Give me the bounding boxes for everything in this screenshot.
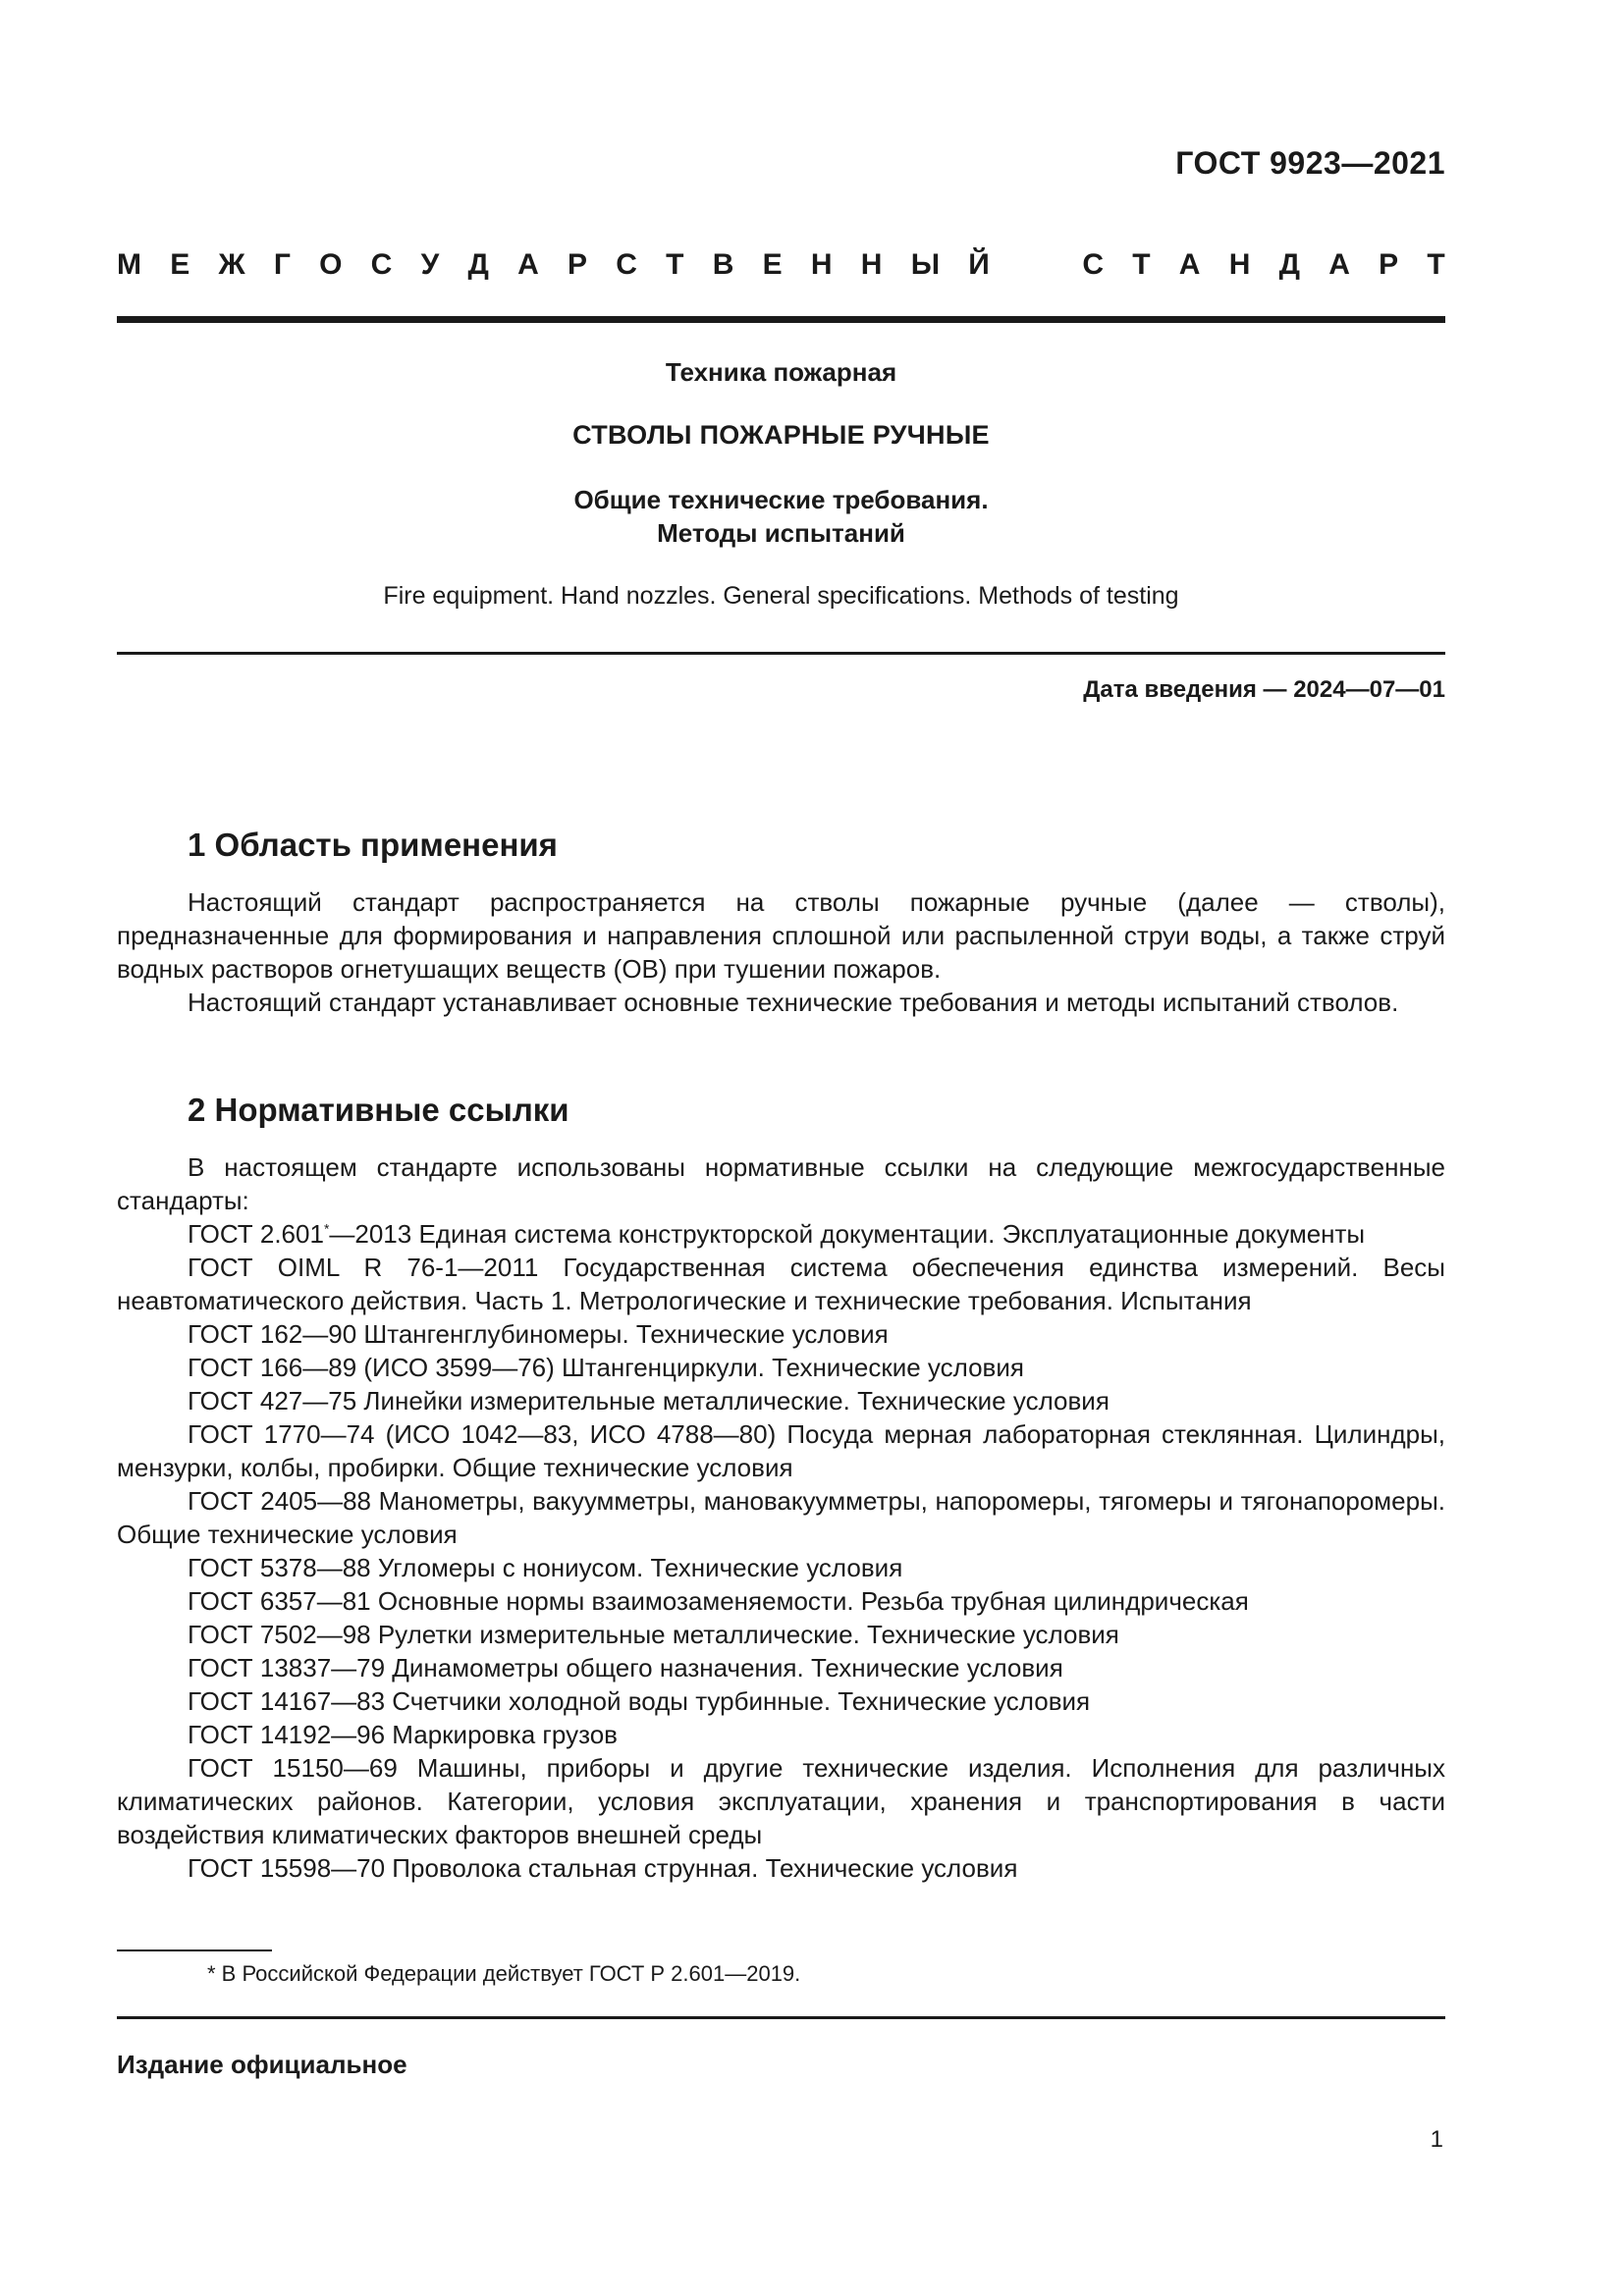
reference-item: ГОСТ 13837—79 Динамометры общего назначения. Технические условия (188, 1653, 1063, 1682)
banner-letter: Р (1379, 248, 1399, 281)
footer-rule (117, 2016, 1445, 2019)
banner-letter: Р (568, 248, 588, 281)
banner-letter: Н (860, 248, 883, 281)
section-heading-references: 2 Нормативные ссылки (188, 1092, 569, 1128)
banner-letter: Е (762, 248, 783, 281)
section-heading-scope: 1 Область применения (188, 827, 558, 863)
subtitle-line: Методы испытаний (657, 518, 905, 548)
scope-paragraph: Настоящий стандарт распространяется на стволы пожарные ручные (далее — стволы), предназначенные для формирования и направления сплошной или распыленной струи воды, а также струй водных растворов огнетушащих веществ (ОВ) при тушении пожаров. (117, 887, 1445, 984)
introduction-date: Дата введения — 2024—07—01 (1083, 676, 1445, 703)
official-edition-label: Издание официальное (117, 2050, 407, 2079)
banner-letter: У (420, 248, 440, 281)
reference-item: ГОСТ 15598—70 Проволока стальная струнная. Технические условия (188, 1853, 1018, 1883)
reference-item (117, 1217, 1445, 1251)
banner-letter: Д (1278, 248, 1300, 281)
banner-letter: Ы (910, 248, 941, 281)
interstate-standard-banner (117, 250, 1445, 280)
banner-letter: А (1328, 248, 1350, 281)
reference-item: ГОСТ 15150—69 Машины, приборы и другие технические изделия. Исполнения для различных климатических районов. Категории, условия эксплуатации, хранения и транспортирования в части воздействия климатических факторов внешней среды (117, 1753, 1445, 1849)
banner-letter: Ж (218, 248, 245, 281)
page-number: 1 (1430, 2126, 1443, 2153)
banner-letter: О (319, 248, 343, 281)
banner-letter: Т (666, 248, 684, 281)
reference-item: ГОСТ 166—89 (ИСО 3599—76) Штангенциркули. Технические условия (188, 1353, 1024, 1382)
banner-letter: С (370, 248, 393, 281)
banner-rule (117, 316, 1445, 323)
banner-word-gap (1018, 250, 1054, 280)
reference-item: ГОСТ 1770—74 (ИСО 1042—83, ИСО 4788—80) Посуда мерная лабораторная стеклянная. Цилиндры, мензурки, колбы, пробирки. Общие технические условия (117, 1419, 1445, 1482)
title-rule (117, 652, 1445, 655)
section-references-body (117, 1150, 1445, 1885)
document-title: СТВОЛЫ ПОЖАРНЫЕ РУЧНЫЕ (572, 420, 990, 450)
subtitle-line: Общие технические требования. (573, 485, 989, 514)
banner-letter: А (517, 248, 539, 281)
reference-item: ГОСТ 14167—83 Счетчики холодной воды турбинные. Технические условия (188, 1686, 1091, 1716)
subject-line: Техника пожарная (665, 357, 897, 387)
reference-item: ГОСТ 6357—81 Основные нормы взаимозаменяемости. Резьба трубная цилиндрическая (188, 1586, 1249, 1616)
footnote-mark: * (323, 1220, 330, 1237)
banner-letter: Н (1228, 248, 1251, 281)
banner-letter: С (616, 248, 637, 281)
banner-letter: М (117, 248, 141, 281)
reference-item: ГОСТ OIML R 76-1—2011 Государственная система обеспечения единства измерений. Весы неавтоматического действия. Часть 1. Метрологические и технические требования. Испытания (117, 1253, 1445, 1315)
banner-letter: Й (968, 248, 990, 281)
banner-letter: Д (467, 248, 489, 281)
banner-letter: Т (1132, 248, 1151, 281)
scope-paragraph: Настоящий стандарт устанавливает основные технические требования и методы испытаний стволов. (188, 988, 1399, 1017)
reference-item: ГОСТ 7502—98 Рулетки измерительные металлические. Технические условия (188, 1620, 1119, 1649)
standard-id: ГОСТ 9923—2021 (1175, 145, 1445, 181)
banner-letter: С (1082, 248, 1104, 281)
banner-letter: Н (810, 248, 833, 281)
reference-code: ГОСТ 2.601 (188, 1219, 324, 1249)
reference-text: —2013 Единая система конструкторской документации. Эксплуатационные документы (329, 1219, 1366, 1249)
reference-item: ГОСТ 162—90 Штангенглубиномеры. Технические условия (188, 1319, 889, 1349)
document-subtitle (117, 483, 1445, 550)
references-intro: В настоящем стандарте использованы нормативные ссылки на следующие межгосударственные стандарты: (117, 1152, 1445, 1215)
reference-list (117, 1251, 1445, 1885)
banner-letter: Е (170, 248, 190, 281)
footnote-rule (117, 1949, 272, 1951)
banner-letter: Т (1427, 248, 1445, 281)
banner-letter: В (712, 248, 734, 281)
reference-item: ГОСТ 5378—88 Угломеры с нониусом. Технические условия (188, 1553, 903, 1582)
banner-letter: Г (273, 248, 291, 281)
reference-item: ГОСТ 2405—88 Манометры, вакуумметры, мановакуумметры, напоромеры, тягомеры и тягонапоромеры. Общие технические условия (117, 1486, 1445, 1549)
banner-letter: А (1178, 248, 1201, 281)
reference-item: ГОСТ 14192—96 Маркировка грузов (188, 1720, 618, 1749)
reference-item: ГОСТ 427—75 Линейки измерительные металлические. Технические условия (188, 1386, 1110, 1415)
english-title: Fire equipment. Hand nozzles. General specifications. Methods of testing (383, 582, 1179, 610)
footnote: * В Российской Федерации действует ГОСТ Р 2.601—2019. (207, 1961, 801, 1986)
section-scope-body (117, 885, 1445, 1019)
